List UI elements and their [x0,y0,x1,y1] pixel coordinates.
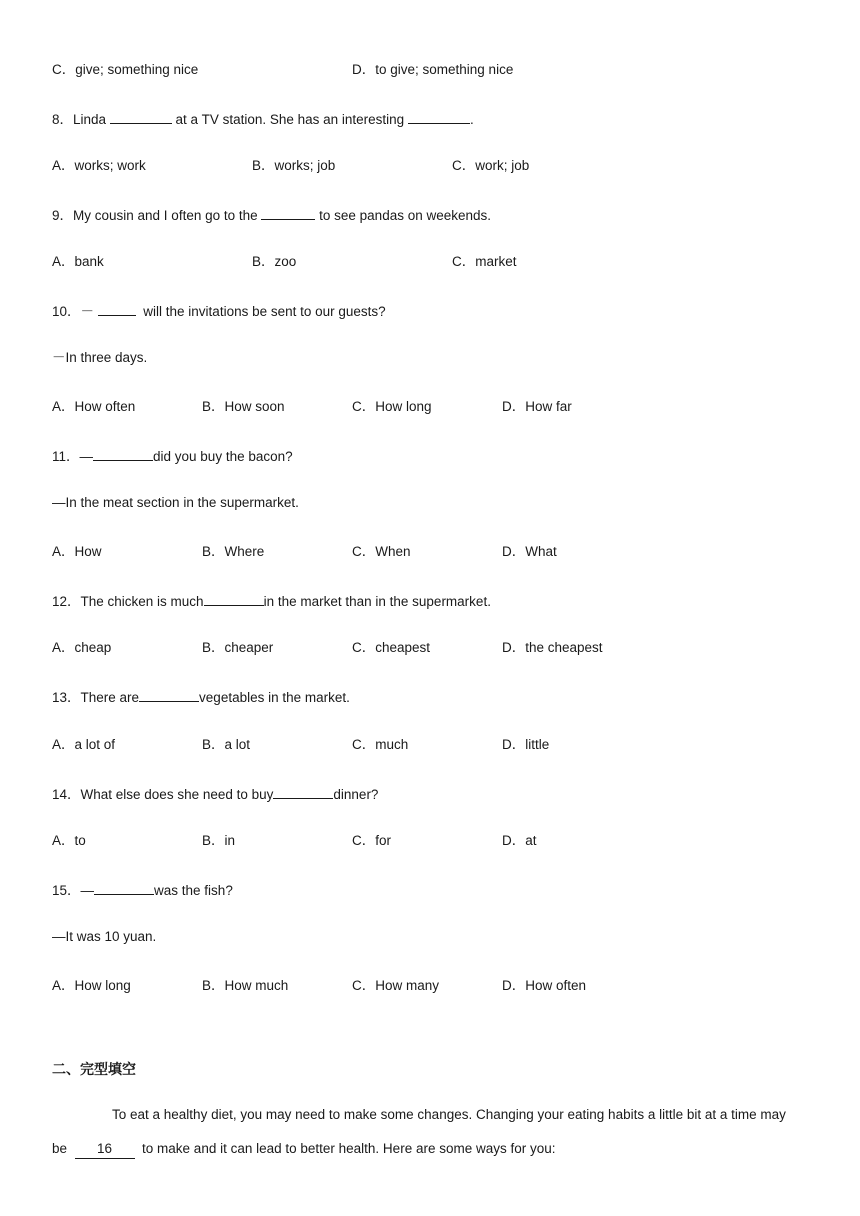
answer-line: －In three days. [52,350,148,365]
option-d: D．What [502,544,557,559]
question-10 [52,301,386,321]
option-b: B．zoo [252,254,297,269]
option-b: B．Where [202,544,265,559]
question-13 [52,687,350,707]
option-c: C．cheapest [352,640,431,655]
option-a: A．How long [52,978,131,993]
question-text: 12．The chicken is much [52,594,204,609]
answer-blank [204,591,264,606]
option-a: A．to [52,833,86,848]
answer-blank [98,301,136,316]
question-text: 11．— [52,449,94,464]
passage-line-1: To eat a healthy diet, you may need to make some changes. Changing your eating habits a little bit at a time may [112,1107,786,1122]
question-text: 13．There are [52,690,140,705]
option-d: D．to give; something nice [352,62,514,77]
answer-line: —In the meat section in the supermarket. [52,495,299,510]
question-text: to see pandas on weekends. [315,208,492,223]
answer-line: —It was 10 yuan. [52,929,157,944]
option-b: B．in [202,833,236,848]
question-text: in the market than in the supermarket. [263,594,491,609]
option-a: A．bank [52,254,104,269]
option-a: A．cheap [52,640,112,655]
question-text: . [469,112,474,127]
passage-line-2 [52,1140,812,1159]
answer-blank [408,109,470,124]
answer-blank [110,109,172,124]
option-b: B．works; job [252,158,336,173]
option-d: D．the cheapest [502,640,603,655]
option-c: C．When [352,544,411,559]
option-d: D．little [502,737,550,752]
question-12 [52,591,491,611]
question-text: at a TV station. She has an interesting [171,112,408,127]
option-a: A．works; work [52,158,146,173]
answer-blank [93,446,153,461]
passage-text: to make and it can lead to better health. Here are some ways for you: [134,1141,556,1156]
answer-blank [139,687,199,702]
answer-blank [261,205,315,220]
question-text: 8．Linda [52,112,110,127]
question-text: vegetables in the market. [199,690,350,705]
blank-number: 16 [75,1140,135,1159]
option-b: B．cheaper [202,640,274,655]
option-a: A．How often [52,399,136,414]
question-text: 15．— [52,883,95,898]
question-text: dinner? [333,787,379,802]
question-11 [52,446,293,466]
question-text: 10．－ [52,304,98,319]
question-8 [52,109,474,129]
question-14 [52,784,378,804]
option-d: D．at [502,833,537,848]
option-c: C．How long [352,399,432,414]
section-heading: 二、完型填空 [52,1062,136,1078]
question-text: 9．My cousin and I often go to the [52,208,262,223]
option-d: D．How often [502,978,587,993]
passage-text: be [52,1141,75,1156]
option-c: C．give; something nice [52,62,199,77]
option-c: C．much [352,737,409,752]
option-b: B．a lot [202,737,251,752]
question-9 [52,205,491,225]
question-text: will the invitations be sent to our guests? [135,304,386,319]
answer-blank [273,784,333,799]
question-text: was the fish? [154,883,233,898]
option-b: B．How soon [202,399,285,414]
option-c: C．How many [352,978,440,993]
option-a: A．a lot of [52,737,116,752]
question-text: 14．What else does she need to buy [52,787,274,802]
option-a: A．How [52,544,102,559]
option-c: C．work; job [452,158,530,173]
option-c: C．for [352,833,392,848]
answer-blank [94,880,154,895]
question-text: did you buy the bacon? [153,449,293,464]
option-c: C．market [452,254,517,269]
option-b: B．How much [202,978,289,993]
option-d: D．How far [502,399,572,414]
question-15 [52,880,233,900]
